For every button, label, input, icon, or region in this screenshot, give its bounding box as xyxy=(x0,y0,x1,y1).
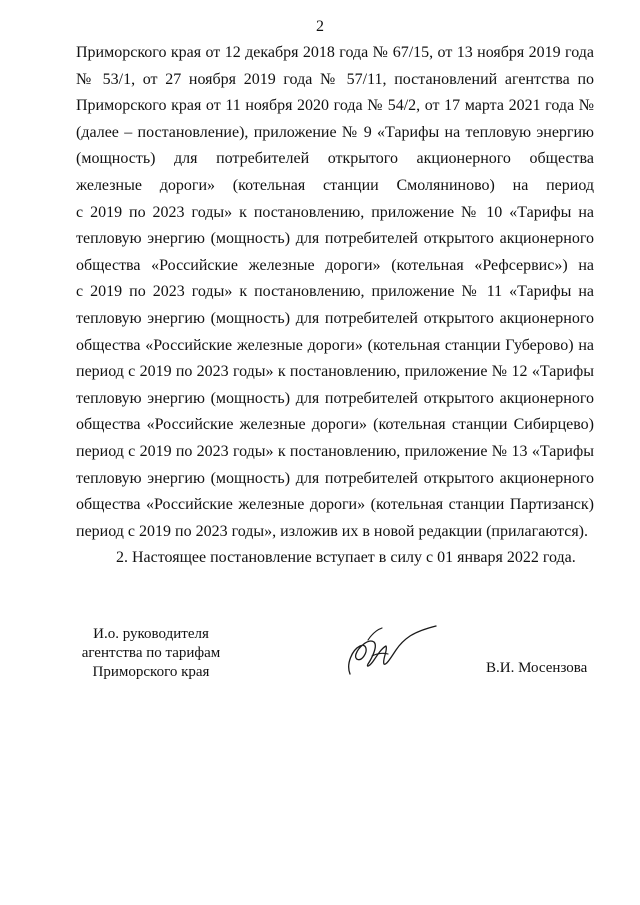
text-line: Приморского края от 12 декабря 2018 года № 67/15, от 13 ноября 2019 года xyxy=(76,44,594,61)
text-line: с 2019 по 2023 годы» к постановлению, приложение № 10 «Тарифы на xyxy=(76,203,594,221)
paragraph-1 xyxy=(76,40,594,545)
text-line: общества «Российские железные дороги» (котельная станции Партизанск) xyxy=(76,496,594,514)
paragraph-2: 2. Настоящее постановление вступает в силу с 01 января 2022 года. xyxy=(116,549,576,567)
text-line: (далее – постановление), приложение № 9 «Тарифы на тепловую энергию xyxy=(76,123,594,141)
text-line: общества «Российские железные дороги» (котельная станции Губерово) на xyxy=(76,336,594,354)
text-line: Приморского края от 11 ноября 2020 года № 54/2, от 17 марта 2021 года № xyxy=(76,97,594,115)
signatory-title-line: И.о. руководителя xyxy=(93,626,209,642)
text-line-last: период с 2019 по 2023 годы», изложив их в новой редакции (прилагаются). xyxy=(76,522,589,540)
text-line: период с 2019 по 2023 годы» к постановлению, приложение № 13 «Тарифы xyxy=(76,442,594,460)
signatory-title-line: Приморского края xyxy=(92,664,210,680)
page-number: 2 xyxy=(316,18,324,35)
text-line: тепловую энергию (мощность) для потребителей открытого акционерного xyxy=(76,309,594,327)
text-line: период с 2019 по 2023 годы» к постановлению, приложение № 12 «Тарифы xyxy=(76,363,594,381)
text-line: (мощность) для потребителей открытого акционерного общества xyxy=(76,150,594,168)
text-line: № 53/1, от 27 ноября 2019 года № 57/11, постановлений агентства по xyxy=(76,70,594,88)
text-line: тепловую энергию (мощность) для потребителей открытого акционерного xyxy=(76,230,594,248)
handwritten-signature xyxy=(338,620,438,682)
text-line: железные дороги» (котельная станции Смоляниново) на период xyxy=(76,176,594,194)
text-line: тепловую энергию (мощность) для потребителей открытого акционерного xyxy=(76,389,594,407)
text-line: общества «Российские железные дороги» (котельная «Рефсервис») на xyxy=(76,256,594,274)
signatory-title-line: агентства по тарифам xyxy=(81,645,221,661)
text-line: тепловую энергию (мощность) для потребителей открытого акционерного xyxy=(76,469,594,487)
text-line: общества «Российские железные дороги» (котельная станции Сибирцево) xyxy=(76,416,594,434)
text-line: с 2019 по 2023 годы» к постановлению, приложение № 11 «Тарифы на xyxy=(76,283,594,301)
signatory-title xyxy=(76,625,226,682)
signer-name: В.И. Мосензова xyxy=(486,660,588,676)
document-body xyxy=(76,40,594,572)
